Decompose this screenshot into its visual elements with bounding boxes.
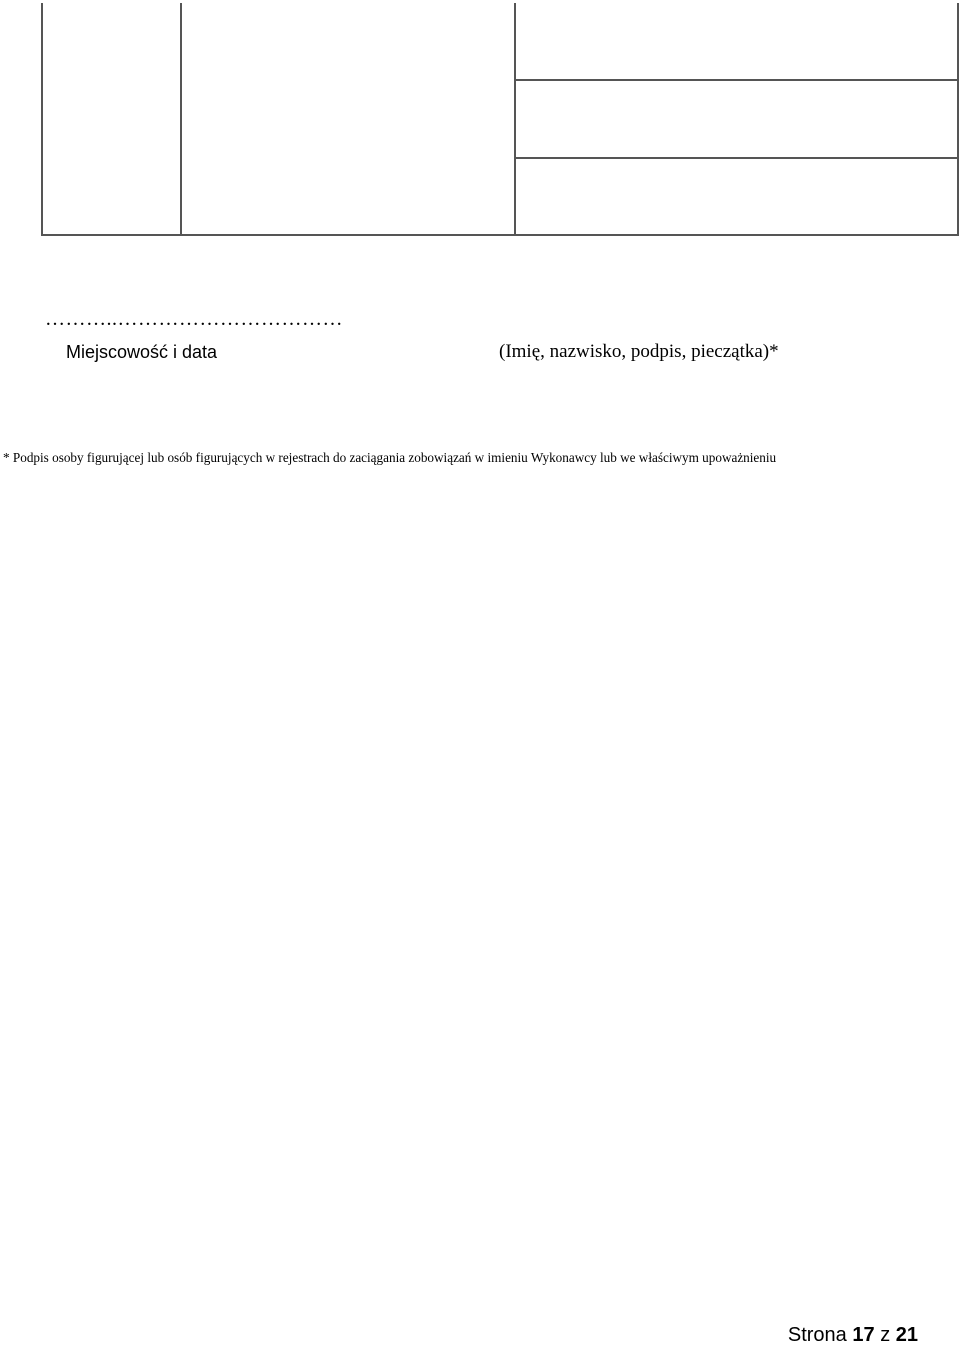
page-number <box>788 1324 918 1347</box>
signature-table <box>41 3 959 236</box>
table-row-divider-2 <box>514 157 959 159</box>
table-border-bottom <box>41 234 959 236</box>
signature-label: (Imię, nazwisko, podpis, pieczątka)* <box>499 341 779 362</box>
page-number-separator: z <box>880 1324 891 1346</box>
page-number-total: 21 <box>895 1324 918 1346</box>
table-border-left <box>41 3 43 236</box>
table-row-divider-1 <box>514 79 959 81</box>
signature-footnote: * Podpis osoby figurującej lub osób figurujących w rejestrach do zaciągania zobowiązań w imieniu Wykonawcy lub we właściwym upoważnieniu <box>3 450 777 465</box>
table-column-divider-2 <box>514 3 516 236</box>
table-column-divider-1 <box>180 3 182 236</box>
page-number-current: 17 <box>852 1324 875 1346</box>
page-number-prefix: Strona <box>787 1324 847 1346</box>
table-border-right <box>957 3 959 236</box>
signature-dotted-line: ………..…………………………… <box>45 308 343 330</box>
place-and-date-label: Miejscowość i data <box>66 342 218 362</box>
